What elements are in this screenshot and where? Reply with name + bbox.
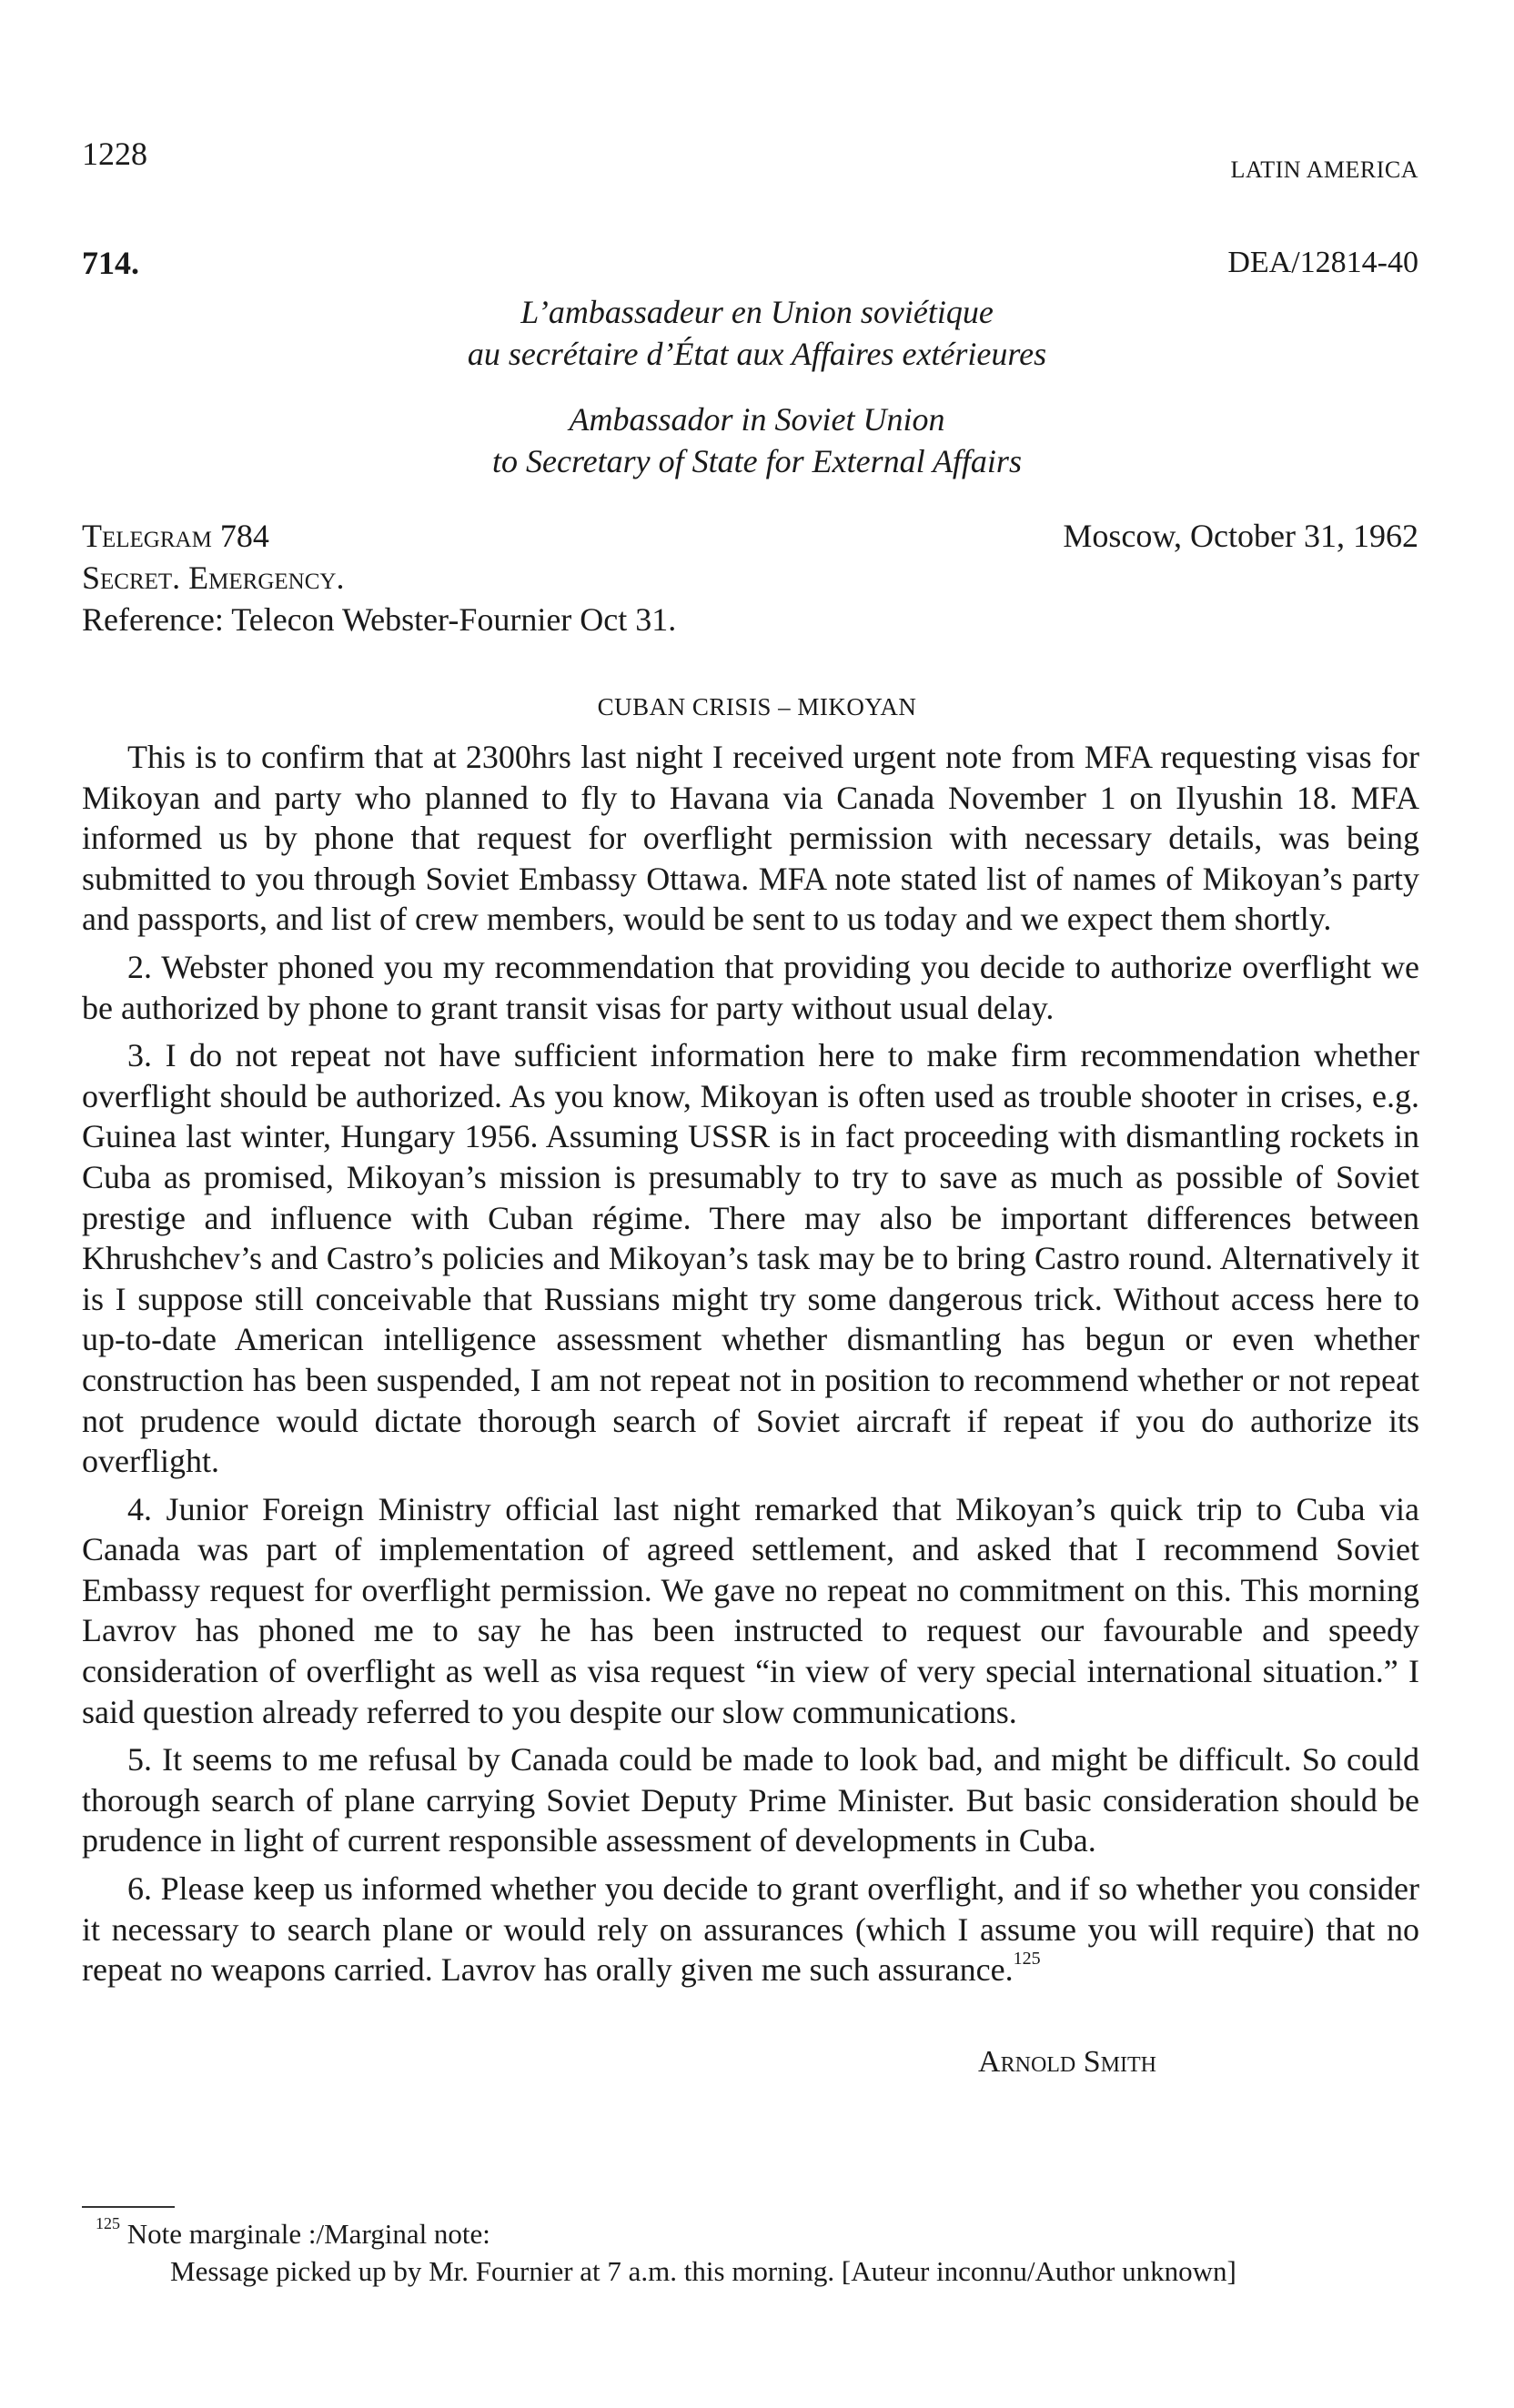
sender-recipient-headings (0, 291, 1514, 482)
subject-heading: CUBAN CRISIS – MIKOYAN (597, 693, 917, 720)
paragraph-1: This is to confirm that at 2300hrs last night I received urgent note from MFA requesting visas for Mikoyan and party who planned to fly to Havana via Canada November 1 on Ilyushin 18. MFA informed us by phone that request for overflight permission with necessary details, was being submitted to you through Soviet Embassy Ottawa. MFA note stated list of names of Mikoyan’s party and passports, and list of crew members, would be sent to us today and we expect them shortly. (82, 739, 1419, 938)
footnote-number: 125 (96, 2214, 120, 2232)
french-heading-line-1: L’ambassadeur en Union soviétique (520, 294, 994, 330)
file-reference: DEA/12814-40 (1227, 246, 1418, 279)
paragraph-3: 3. I do not repeat not have sufficient information here to make firm recommendation whether overflight should be authorized. As you know, Mikoyan is often used as trouble shooter in crises, e.g. Guinea last winter, Hungary 1956. Assuming USSR is in fact proceeding with dismantling rockets in Cuba as promised, Mikoyan’s mission is presumably to try to save as much as possible of Soviet prestige and influence with Cuban régime. There may also be important differences between Khrushchev’s and Castro’s policies and Mikoyan’s task may be to bring Castro round. Alternatively it is I suppose still conceivable that Russians might try some dangerous trick. Without access here to up-to-date American intelligence assessment whether dismantling has begun or even whether construction has been suspended, I am not repeat not in position to recommend whether or not repeat not prudence would dictate thorough search of Soviet aircraft if repeat if you do authorize its overflight. (82, 1037, 1419, 1480)
paragraph-6 (82, 1869, 1419, 1990)
place-date: Moscow, October 31, 1962 (1063, 518, 1418, 554)
running-head: LATIN AMERICA (1230, 156, 1418, 183)
footnote-marker: 125 (1013, 1949, 1041, 1970)
french-heading-line-2: au secrétaire d’État aux Affaires extérieures (467, 336, 1047, 372)
page-number: 1228 (82, 136, 147, 172)
paragraph-5: 5. It seems to me refusal by Canada could be made to look bad, and might be difficult. So could thorough search of plane carrying Soviet Deputy Prime Minister. But basic consideration should be prudence in light of current responsible assessment of developments in Cuba. (82, 1741, 1419, 1859)
english-heading-line-2: to Secretary of State for External Affairs (492, 443, 1022, 479)
classification: Secret. Emergency. (82, 559, 345, 596)
footnote-label: Note marginale :/Marginal note: (126, 2218, 490, 2250)
footnote-divider (82, 2206, 175, 2208)
english-heading-line-1: Ambassador in Soviet Union (569, 401, 945, 438)
reference-line: Reference: Telecon Webster-Fournier Oct 31. (82, 601, 677, 638)
footnote (96, 2215, 1424, 2290)
telegram-body (82, 737, 1419, 1998)
footnote-label-line (96, 2215, 1424, 2252)
telegram-block (82, 515, 676, 640)
document-number: 714. (82, 245, 139, 281)
paragraph-6-text: 6. Please keep us informed whether you decide to grant overflight, and if so whether you consider it necessary to search plane or would rely on assurances (which I assume you will require) that no repeat no weapons carried. Lavrov has orally given me such assurance. (82, 1870, 1419, 1989)
paragraph-2: 2. Webster phoned you my recommendation that providing you decide to authorize overflight we be authorized by phone to grant transit visas for party without usual delay. (82, 948, 1419, 1026)
telegram-number: Telegram 784 (82, 518, 269, 554)
paragraph-4: 4. Junior Foreign Ministry official last night remarked that Mikoyan’s quick trip to Cuba via Canada was part of implementation of agreed settlement, and asked that I recommend Soviet Embassy request for overflight permission. We gave no repeat no commitment on this. This morning Lavrov has phoned me to say he has been instructed to request our favourable and speedy consideration of overflight as well as visa request “in view of very special international situation.” I said question already referred to you despite our slow communications. (82, 1490, 1419, 1730)
signature: Arnold Smith (978, 2045, 1156, 2079)
footnote-text: Message picked up by Mr. Fournier at 7 a.m. this morning. [Auteur inconnu/Author unknown] (170, 2255, 1236, 2287)
